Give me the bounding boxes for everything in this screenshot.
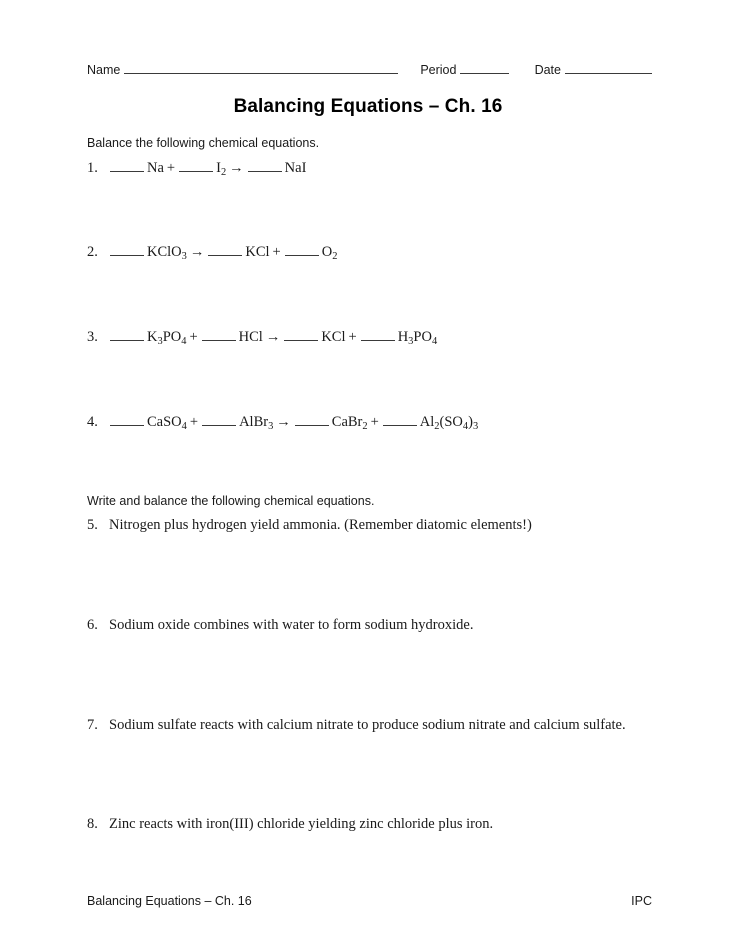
coefficient-blank[interactable] [285, 244, 319, 256]
coefficient-blank[interactable] [110, 329, 144, 341]
formula-subscript: 4 [431, 335, 438, 347]
name-input-line[interactable] [124, 61, 398, 74]
chemical-formula: KClO$_3$ [147, 244, 187, 262]
coefficient-blank[interactable] [284, 329, 318, 341]
chemical-formula: $O_2$ [321, 244, 338, 262]
coefficient-blank[interactable] [110, 414, 144, 426]
header-fields [87, 61, 652, 77]
date-label: Date [534, 63, 561, 77]
question-item [87, 717, 626, 734]
equation-body [109, 414, 481, 431]
item-number: 1. [87, 160, 98, 176]
formula-subscript: 4 [181, 335, 187, 347]
item-number: 3. [87, 329, 98, 345]
equation-item [87, 414, 481, 431]
plus-operator: + [272, 244, 281, 260]
formula-subscript: 2 [362, 420, 368, 432]
chemical-formula: $I_2$ [216, 160, 227, 178]
formula-subscript: 3 [472, 420, 479, 432]
item-number: 7. [87, 717, 98, 733]
formula-subscript: 2 [332, 250, 338, 262]
coefficient-blank[interactable] [202, 329, 236, 341]
period-label: Period [420, 63, 457, 77]
equation-item [87, 329, 440, 346]
formula-subscript: 3 [268, 420, 274, 432]
chemical-formula: KCl [321, 329, 346, 345]
question-item [87, 816, 493, 833]
coefficient-blank[interactable] [208, 244, 242, 256]
coefficient-blank[interactable] [179, 160, 213, 172]
chemical-formula: AlBr$_3$ [239, 414, 274, 432]
coefficient-blank[interactable] [110, 160, 144, 172]
question-text: Sodium sulfate reacts with calcium nitrate to produce sodium nitrate and calcium sulfate. [109, 717, 626, 733]
chemical-formula: NaI [284, 160, 307, 176]
yields-arrow-icon: → [189, 244, 205, 260]
question-item [87, 517, 532, 534]
item-number: 4. [87, 414, 98, 430]
plus-operator: + [370, 414, 379, 430]
formula-subscript: 3 [157, 335, 163, 347]
formula-subscript: 3 [181, 250, 187, 262]
period-input-line[interactable] [460, 61, 508, 74]
chemical-formula: CaBr$_2$ [331, 414, 368, 432]
question-item [87, 617, 473, 634]
chemical-formula: HCl [238, 329, 263, 345]
equation-body [109, 244, 340, 261]
coefficient-blank[interactable] [295, 414, 329, 426]
equation-item [87, 160, 309, 177]
chemical-formula: $K_3PO_4$ [147, 329, 187, 347]
equation-body [109, 160, 309, 177]
plus-operator: + [348, 329, 357, 345]
formula-subscript: 2 [434, 420, 440, 432]
yields-arrow-icon: → [229, 160, 244, 176]
coefficient-blank[interactable] [110, 244, 144, 256]
formula-subscript: 4 [462, 420, 469, 432]
formula-subscript: 2 [220, 166, 227, 178]
instruction-balance-equations: Balance the following chemical equations. [87, 136, 320, 150]
yields-arrow-icon: → [265, 329, 281, 345]
question-text: Nitrogen plus hydrogen yield ammonia. (Remember diatomic elements!) [109, 517, 532, 533]
name-label: Name [87, 63, 121, 77]
chemical-formula: Na [147, 160, 164, 176]
item-number: 5. [87, 517, 98, 533]
equation-body [109, 329, 440, 346]
chemical-formula: $Al_2(SO_4)_3$ [419, 414, 479, 432]
item-number: 2. [87, 244, 98, 260]
plus-operator: + [189, 329, 198, 345]
formula-subscript: 4 [181, 420, 187, 432]
instruction-write-and-balance: Write and balance the following chemical equations. [87, 494, 375, 508]
item-number: 6. [87, 617, 98, 633]
footer-right-text: IPC [631, 894, 652, 908]
plus-operator: + [189, 414, 199, 430]
coefficient-blank[interactable] [202, 414, 236, 426]
yields-arrow-icon: → [276, 414, 291, 430]
chemical-formula: $H_3PO_4$ [397, 329, 438, 347]
footer-left-text: Balancing Equations – Ch. 16 [87, 894, 252, 908]
question-text: Sodium oxide combines with water to form sodium hydroxide. [109, 617, 474, 633]
page-title: Balancing Equations – Ch. 16 [233, 96, 503, 117]
formula-subscript: 3 [408, 335, 414, 347]
chemical-formula: KCl [245, 244, 270, 260]
coefficient-blank[interactable] [361, 329, 395, 341]
equation-item [87, 244, 340, 261]
date-input-line[interactable] [565, 61, 652, 74]
page-footer [87, 894, 652, 908]
item-number: 8. [87, 816, 98, 832]
coefficient-blank[interactable] [383, 414, 417, 426]
coefficient-blank[interactable] [248, 160, 282, 172]
plus-operator: + [166, 160, 176, 176]
chemical-formula: CaSO$_4$ [147, 414, 187, 432]
question-text: Zinc reacts with iron(III) chloride yielding zinc chloride plus iron. [109, 816, 494, 832]
